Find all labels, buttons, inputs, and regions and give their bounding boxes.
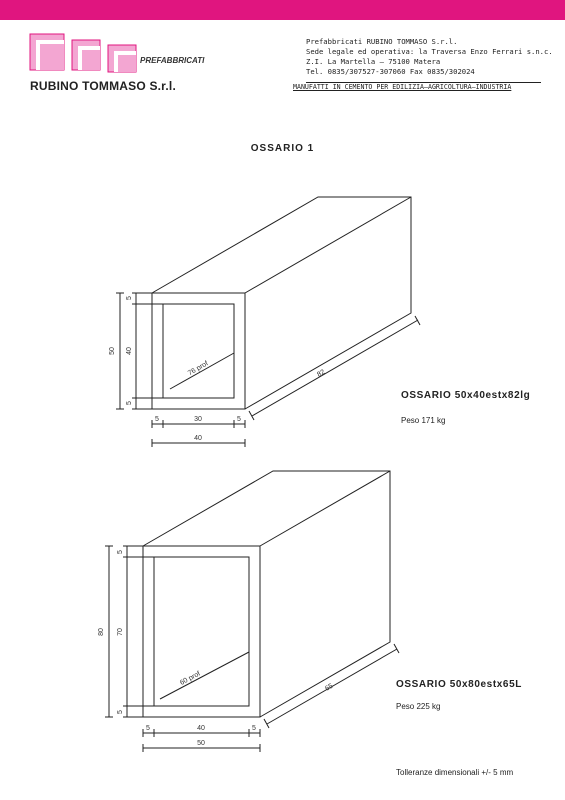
box1-depth-line <box>170 353 234 389</box>
box-drawing-1 <box>116 197 420 447</box>
brand-subtitle: PREFABBRICATI <box>140 56 205 65</box>
contact-line: Prefabbricati RUBINO TOMMASO S.r.l. <box>306 37 458 46</box>
box1-depth-label: 76 prof <box>187 360 210 378</box>
company-name: RUBINO TOMMASO S.r.l. <box>30 79 176 93</box>
product-name: OSSARIO 50x40estx82lg <box>401 390 531 401</box>
box2-wall-left-label: 5 <box>146 725 150 732</box>
page-title: OSSARIO 1 <box>250 143 315 154</box>
product-weight: Peso 225 kg <box>396 702 441 711</box>
contact-line: Tel. 0835/307527-307060 Fax 0835/302024 <box>306 67 475 76</box>
box2-inner-width-label: 40 <box>197 725 205 732</box>
tolerance-note: Tolleranze dimensionali +/- 5 mm <box>396 768 514 777</box>
product-weight: Peso 171 kg <box>401 416 446 425</box>
box1-labels <box>109 296 326 442</box>
box1-top-edge <box>245 197 411 293</box>
box1-wall-top-label: 5 <box>126 296 133 300</box>
box1-front-outer <box>152 293 245 409</box>
box1-front-inner <box>163 304 234 398</box>
box2-depth-line <box>160 652 249 699</box>
box2-front-outer <box>143 546 260 717</box>
box1-length-dim <box>252 320 418 416</box>
contact-line: Z.I. La Martella — 75100 Matera <box>306 57 441 66</box>
product-name: OSSARIO 50x80estx65L <box>396 679 522 690</box>
company-tagline: MANUFATTI IN CEMENTO PER EDILIZIA—AGRICOLTURA—INDUSTRIA <box>293 83 512 91</box>
box2-width-label: 50 <box>197 740 205 747</box>
contact-line: Sede legale ed operativa: la Traversa Enzo Ferrari s.n.c. <box>306 47 553 56</box>
box1-inner-height-label: 40 <box>126 347 133 355</box>
box2-wall-right-label: 5 <box>252 725 256 732</box>
box1-wall-right-label: 5 <box>237 416 241 423</box>
box2-wall-bottom-label: 5 <box>117 710 124 714</box>
box1-wall-left-label: 5 <box>155 416 159 423</box>
box2-length-label: 65 <box>324 682 335 693</box>
box2-height-label: 80 <box>98 628 105 636</box>
box1-width-label: 40 <box>194 435 202 442</box>
box2-depth-label: 60 prof <box>179 670 202 687</box>
box1-height-label: 50 <box>109 347 116 355</box>
box2-inner-height-label: 70 <box>117 628 124 636</box>
box1-inner-width-label: 30 <box>194 416 202 423</box>
box-drawing-2 <box>105 471 399 752</box>
box2-top-edge <box>260 471 390 546</box>
box1-length-label: 82 <box>316 368 327 379</box>
box1-wall-bottom-label: 5 <box>126 401 133 405</box>
box2-wall-top-label: 5 <box>117 550 124 554</box>
box2-front-inner <box>154 557 249 706</box>
